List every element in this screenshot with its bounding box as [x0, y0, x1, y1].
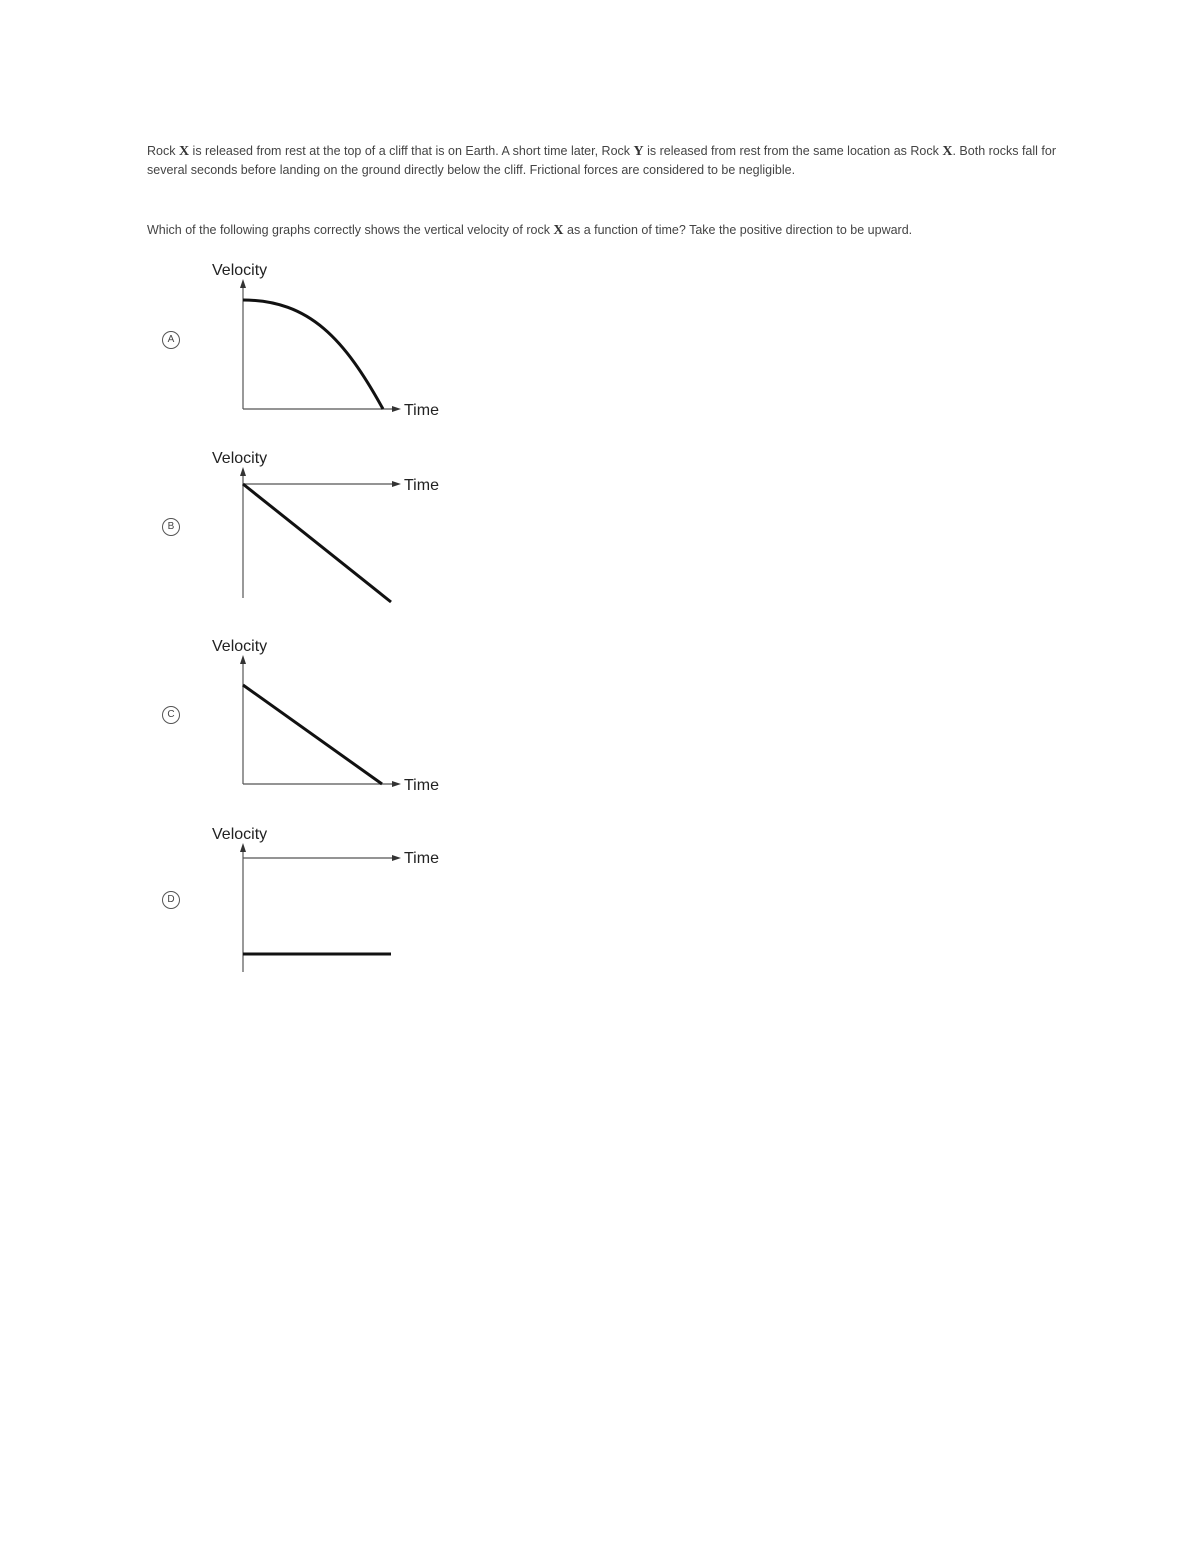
- stimulus-text-4: . Both rocks fall for several seconds before landing on the ground directly below the cliff. Frictional forces are considered to be negligible.: [147, 144, 1056, 177]
- stem-text-2: as a function of time? Take the positive direction to be upward.: [563, 223, 913, 237]
- velocity-axis-arrow: [240, 655, 246, 664]
- time-axis-arrow: [392, 855, 401, 861]
- velocity-axis-arrow: [240, 467, 246, 476]
- choice-c[interactable]: [150, 634, 470, 809]
- rock-x-variable: X: [942, 144, 953, 159]
- time-axis-label: Time: [404, 777, 439, 794]
- velocity-axis-arrow: [240, 843, 246, 852]
- velocity-line: [243, 685, 382, 784]
- velocity-axis-label: Velocity: [212, 826, 268, 843]
- velocity-curve: [243, 300, 383, 409]
- stem-text-1: Which of the following graphs correctly shows the vertical velocity of rock: [147, 223, 554, 237]
- question-stimulus: [147, 142, 1067, 180]
- choice-c-graph: [150, 634, 470, 809]
- time-axis-arrow: [392, 481, 401, 487]
- stimulus-text-2: is released from rest at the top of a cliff that is on Earth. A short time later, Rock: [189, 144, 634, 158]
- choice-d-radio[interactable]: D: [162, 891, 180, 909]
- velocity-axis-label: Velocity: [212, 638, 268, 655]
- time-axis-label: Time: [404, 402, 439, 419]
- time-axis-label: Time: [404, 850, 439, 867]
- time-axis-arrow: [392, 781, 401, 787]
- choice-a-graph: [150, 258, 470, 433]
- rock-x-variable: X: [178, 144, 190, 159]
- choice-d[interactable]: [150, 822, 470, 997]
- rock-x-variable: X: [553, 223, 564, 238]
- choice-c-radio[interactable]: C: [162, 706, 180, 724]
- stimulus-text-1: Rock: [147, 144, 179, 158]
- choice-d-graph: [150, 822, 470, 997]
- question-stem: [147, 221, 1067, 240]
- choice-b-radio[interactable]: B: [162, 518, 180, 536]
- stimulus-text-3: is released from rest from the same location as Rock: [643, 144, 943, 158]
- velocity-line: [243, 484, 391, 602]
- choice-b[interactable]: [150, 446, 470, 621]
- velocity-axis-label: Velocity: [212, 262, 268, 279]
- velocity-axis-label: Velocity: [212, 450, 268, 467]
- choice-b-graph: [150, 446, 470, 621]
- choice-a[interactable]: [150, 258, 470, 433]
- choice-a-radio[interactable]: A: [162, 331, 180, 349]
- rock-y-variable: Y: [633, 144, 644, 159]
- velocity-axis-arrow: [240, 279, 246, 288]
- time-axis-label: Time: [404, 477, 439, 494]
- time-axis-arrow: [392, 406, 401, 412]
